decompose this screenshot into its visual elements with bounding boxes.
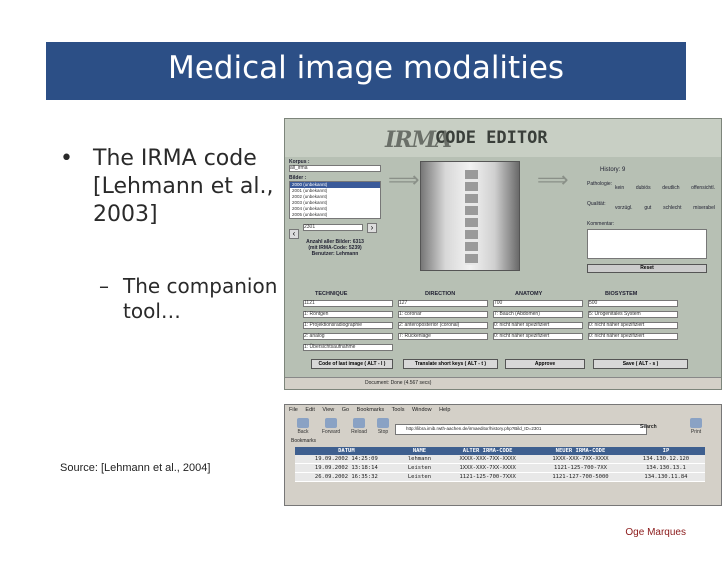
code-select[interactable]: 7: Bauch (Abdomen) [493, 311, 583, 318]
back-label: Back [297, 429, 309, 435]
code-select[interactable]: 1: Röntgen [303, 311, 393, 318]
browser-menu-bar [289, 407, 450, 413]
editor-right-panel [577, 159, 717, 279]
print-label: Print [690, 429, 702, 435]
pathologie-label: Pathologie: [587, 181, 613, 187]
radio-option[interactable]: offensichtl. [691, 185, 715, 191]
editor-button-row [303, 359, 713, 369]
image-id-field[interactable]: 2301 [303, 224, 363, 231]
bullet-mark: • [60, 146, 73, 171]
radio-option[interactable]: schlecht [663, 205, 682, 211]
approve-button[interactable]: Approve [505, 359, 585, 369]
table-cell: lehmann [398, 455, 442, 464]
code-row [303, 311, 713, 319]
table-header-row [295, 447, 705, 455]
kommentar-label: Kommentar: [587, 221, 615, 227]
forward-button[interactable] [319, 418, 343, 435]
kommentar-field[interactable] [587, 229, 707, 259]
menu-item-edit[interactable]: Edit [305, 407, 315, 413]
table-cell: 1XXX-XXX-7XX-XXXX [441, 464, 534, 473]
stop-label: Stop [377, 429, 389, 435]
translate-short-keys-button[interactable]: Translate short keys ( ALT - t ) [403, 359, 498, 369]
code-field[interactable]: 700 [493, 300, 583, 307]
history-table [295, 447, 705, 482]
source-citation: Source: [Lehmann et al., 2004] [60, 462, 211, 474]
code-row [303, 344, 713, 352]
column-header: ALTER IRMA-CODE [441, 447, 534, 455]
author-credit: Oge Marques [625, 527, 686, 538]
code-field[interactable]: 1121 [303, 300, 393, 307]
column-header: ANATOMY [515, 291, 543, 297]
next-image-button[interactable]: › [367, 223, 377, 233]
table-cell: 1121-125-700-7XX [534, 464, 627, 473]
list-item[interactable]: 2005 (unbekannt) [292, 212, 328, 217]
korpus-label: Korpus : [289, 159, 310, 165]
menu-item-file[interactable]: File [289, 407, 298, 413]
qualitaet-options[interactable] [615, 205, 715, 211]
column-header: BIOSYSTEM [605, 291, 638, 297]
editor-left-panel [289, 159, 381, 274]
table-row [295, 473, 705, 482]
irma-logo: IRMA [385, 127, 451, 153]
sub-bullet-text: The companion tool… [123, 274, 278, 323]
radio-option[interactable]: deutlich [662, 185, 680, 191]
menu-item-go[interactable]: Go [341, 407, 350, 413]
print-button[interactable] [684, 418, 708, 435]
browser-history-screenshot [284, 404, 722, 506]
code-row [303, 333, 713, 341]
column-header: IP [627, 447, 705, 455]
qualitaet-label: Qualität: [587, 201, 606, 207]
editor-title: CODE EDITOR [435, 128, 548, 148]
table-cell: Leisten [398, 473, 442, 482]
radio-option[interactable]: kein [615, 185, 625, 191]
menu-item-bookmarks[interactable]: Bookmarks [356, 407, 385, 413]
bilder-label: Bilder : [289, 175, 307, 181]
table-cell: 134.130.11.84 [627, 473, 705, 482]
column-header: TECHNIQUE [315, 291, 348, 297]
menu-item-window[interactable]: Window [411, 407, 432, 413]
code-select[interactable]: 0: nicht näher spezifiziert [493, 333, 583, 340]
code-row [303, 322, 713, 330]
bullet-text: The IRMA code [Lehmann et al., 2003] [93, 146, 274, 227]
save-button[interactable]: Save ( ALT - s ) [593, 359, 688, 369]
table-row [295, 455, 705, 464]
bilder-list[interactable] [289, 181, 381, 219]
bullet-irma-code [60, 145, 275, 229]
korpus-select[interactable]: all_irma [289, 165, 381, 172]
stop-button[interactable] [371, 418, 395, 435]
radio-option[interactable]: dubiös [635, 185, 651, 191]
code-select[interactable]: 2: analog [303, 333, 393, 340]
code-select[interactable]: 7: Rückenlage [398, 333, 488, 340]
reset-button[interactable]: Reset [587, 264, 707, 273]
table-cell: 1XXX-XXX-7XX-XXXX [534, 455, 627, 464]
table-cell: 1121-127-700-5000 [534, 473, 627, 482]
radio-option[interactable]: miserabel [693, 205, 715, 211]
reload-button[interactable] [347, 418, 371, 435]
code-select[interactable]: 5: Urogenitales System [588, 311, 678, 318]
code-editor-screenshot [284, 118, 722, 390]
list-item[interactable]: 2001 (unbekannt) [292, 188, 328, 193]
pathologie-options[interactable] [615, 185, 715, 191]
forward-arrow-icon [325, 418, 337, 428]
code-select[interactable]: 1: Übersichtsaufnahme [303, 344, 393, 351]
image-count: Anzahl aller Bilder: 6313 [306, 239, 364, 245]
bookmarks-toolbar[interactable]: Bookmarks [291, 438, 317, 444]
spine-shape [465, 170, 478, 265]
table-row [295, 464, 705, 473]
back-button[interactable] [291, 418, 315, 435]
print-icon [690, 418, 702, 428]
code-select[interactable]: 1: Projektionsradiographie [303, 322, 393, 329]
table-cell: XXXX-XXX-7XX-XXXX [441, 455, 534, 464]
radio-option[interactable]: vorzügl. [615, 205, 633, 211]
table-cell: 1121-125-700-7XXX [441, 473, 534, 482]
xray-image [420, 161, 520, 271]
current-user: Benutzer: Lehmann [311, 251, 359, 257]
list-item[interactable]: 2000 (unbekannt) [290, 182, 380, 188]
menu-item-help[interactable]: Help [439, 407, 451, 413]
arrow-right-icon: ⟹ [537, 167, 569, 192]
table-cell: 134.130.13.1 [627, 464, 705, 473]
editor-header [285, 119, 721, 157]
code-of-last-image-button[interactable]: Code of last image ( ALT - l ) [311, 359, 393, 369]
code-select[interactable]: 0: nicht näher spezifiziert [588, 322, 678, 329]
irma-code-count: (mit IRMA-Code: 5239) [308, 245, 362, 251]
code-row [303, 300, 713, 308]
code-select[interactable]: 1: coronar [398, 311, 488, 318]
slide-title: Medical image modalities [167, 50, 565, 86]
table-cell: 26.09.2002 16:35:32 [295, 473, 398, 482]
table-cell: Leisten [398, 464, 442, 473]
sub-bullet-mark: – [99, 274, 109, 298]
list-item[interactable]: 2002 (unbekannt) [292, 194, 328, 199]
code-field[interactable]: 127 [398, 300, 488, 307]
back-arrow-icon [297, 418, 309, 428]
prev-image-button[interactable]: ‹ [289, 229, 299, 239]
code-select[interactable]: 2: anteroposterior (coronal) [398, 322, 488, 329]
address-bar[interactable]: http://libra.imib.rwth-aachen.de/irmaeditor/history.php?Bild_ID=2301 [395, 424, 647, 435]
sub-bullet-companion [99, 274, 279, 324]
code-select[interactable]: 0: nicht näher spezifiziert [588, 333, 678, 340]
reload-icon [353, 418, 365, 428]
forward-label: Forward [321, 429, 341, 435]
table-cell: 19.09.2002 14:25:09 [295, 455, 398, 464]
table-cell: 19.09.2002 13:18:14 [295, 464, 398, 473]
title-banner [46, 42, 686, 100]
radio-option[interactable]: gut [644, 205, 652, 211]
table-cell: 134.130.12.120 [627, 455, 705, 464]
stop-icon [377, 418, 389, 428]
history-counter[interactable]: History: 9 [600, 167, 626, 173]
column-header: NEUER IRMA-CODE [534, 447, 627, 455]
status-bar: Document: Done (4.567 secs) [285, 377, 721, 389]
column-header: DIRECTION [425, 291, 456, 297]
menu-item-view[interactable]: View [322, 407, 335, 413]
search-button[interactable]: Search [640, 424, 657, 430]
list-item[interactable]: 2004 (unbekannt) [292, 206, 328, 211]
arrow-right-icon: ⟹ [388, 167, 420, 192]
list-item[interactable]: 2003 (unbekannt) [292, 200, 328, 205]
column-header: DATUM [295, 447, 398, 455]
code-field[interactable]: 500 [588, 300, 678, 307]
reload-label: Reload [351, 429, 367, 435]
code-select[interactable]: 0: nicht näher spezifiziert [493, 322, 583, 329]
menu-item-tools[interactable]: Tools [391, 407, 405, 413]
column-header: NAME [398, 447, 442, 455]
